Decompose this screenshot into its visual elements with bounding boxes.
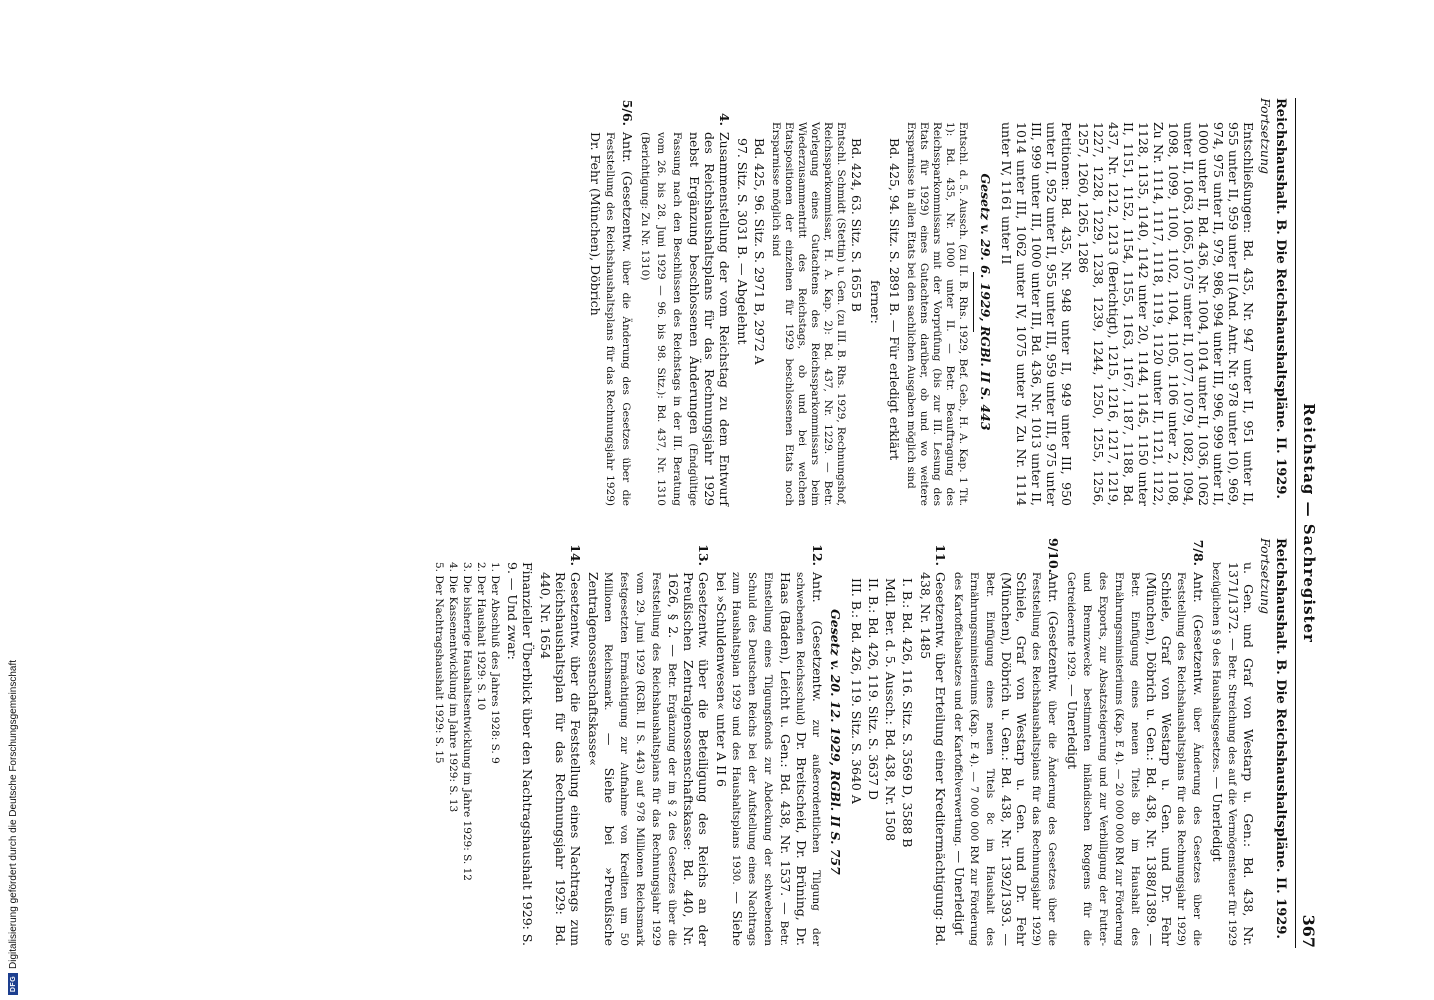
entry-number: 11. [933,544,948,566]
overview-list [432,538,501,946]
entry-main-text: Zusammenstellung der vom Reichstag zu dem Entwurf des Reichshaushaltsplans für das Rechnungsjahr 1929 nebst Ergänzung beschlossenen Änderungen [687,132,732,506]
entry-main-text: Gesetzentw. über Erteilung einer Kreditermächtigung: Bd. 438, Nr. 1485 [918,572,948,946]
entry-main-text: — Unerledigt [952,850,967,936]
left-column [585,98,1288,506]
entry-main-text: — Unerledigt [1065,684,1080,770]
entry-main-text: Schiele, Graf von Westarp u. Gen. und Dr. Fehr (München), Döbrich u. Gen.: Bd. 438, Nr. 1388/1389. — [1144,572,1174,946]
entry-main-text: Antr. (Gesetzentw. [810,572,825,702]
overview-list-item: 1. Der Abschluß des Jahres 1928: S. 9 [489,562,501,764]
entry-4 [638,98,732,506]
entry-small-text: über die Änderung des Gesetzes über die Feststellung des Reichshaushaltsplans für das Rechnungsjahr 1929) [604,132,632,506]
reference-line: 97. Sitz. S. 3031 B. — Abgelehnt [735,138,750,345]
entry-number: 7/8. [1191,539,1206,566]
entry-text [586,572,711,946]
entry-number: 14. [568,544,583,566]
continuation-text [1209,538,1256,946]
section-subheading: Fortsetzung [1258,98,1273,175]
entry-5-6 [588,98,635,506]
overview-list-item: 4. Die Kassenentwicklung im Jahre 1929: S. 13 [447,562,459,813]
running-head-title: Reichstag — Sachregister [1300,403,1318,643]
reference-line: Bd. 424, 63. Sitz. S. 1655 B [849,138,864,312]
entry-main-text: Dr. Fehr (München), Döbrich [588,132,603,316]
reference-line: Bd. 425, 94. Sitz. S. 2891 B. — Für erledigt erklärt [887,138,902,461]
entry-text [638,132,732,506]
law-reference: Gesetz v. 29. 6. 1929, RGBl. II S. 443 [978,173,993,431]
entry-small-text: über Änderung des Gesetzes über die Feststellung des Reichshaushaltsplans für das Rechnungsjahr 1929) [1175,572,1203,946]
entry-main-text: Antr. (Gesetzentw. [1191,572,1206,696]
entry-main-text: — Siehe bei »Schuldenwesen« unter A II 6 [714,572,745,946]
entry-main-text: Gesetzentw. über die Feststellung eines Nachtrags zum Reichshaushaltsplan für das Rechnungsjahr 1929: Bd. 440, Nr. 1654 [538,572,583,946]
overview-title: Finanzieller Überblick über den Nachtragshaushalt 1929: S. 9. — Und zwar: [505,562,535,946]
law-reference: Gesetz v. 20. 12. 1929, RGBl. II S. 757 [828,609,843,875]
entry-small-text: Betr. Einstellung eines Tilgungsfonds zur Abdeckung der schwebenden Schuld des Deutschen Reichs bei der Aufstellung eines Nachtrags zum Haushaltsplan 1929 und des Haushaltsplans 1930. [730,572,790,946]
section-heading: Reichshaushalt. B. Die Reichshaushaltspläne. II. 1929. [1273,538,1288,939]
dfg-logo: DFG [8,973,18,995]
entry-text [1064,572,1206,946]
overview-list-item: 2. Der Haushalt 1929: S. 10 [475,562,487,711]
entry-11 [918,538,948,946]
entry-text [588,132,635,506]
entry-number: 13. [696,544,711,566]
entry-main-text: Antr. (Gesetzentw. [620,132,635,253]
entry-text [714,572,825,946]
entry-7-8 [1064,538,1206,946]
entry-small-text: zur außerordentlichen Tilgung der schwebenden Reichsschuld) [794,572,822,946]
entry-main-text: — Siehe bei »Preußische Zentralgenossenschaftskasse« [586,572,617,946]
reference-line: I. B.: Bd. 426, 116. Sitz. S. 3569 D, 3588 B [900,578,915,848]
entry-main-text: Gesetzentw. über die Beteiligung des Reichs an der Preußischen Zentralgenossenschaftskasse: Bd. 440, Nr. 1626, § 2. — [666,572,711,946]
section-heading: Reichshaushalt. B. Die Reichshaushaltspläne. II. 1929. [1273,98,1288,499]
entry-number: 9/10. [1046,538,1061,574]
printed-page [96,78,1318,968]
entry-main-text: Schiele, Graf von Westarp u. Gen. und Dr. Fehr (München), Döbrich u. Gen.: Bd. 438, Nr. 1392/1393. — [999,572,1029,946]
entry-14 [538,538,583,946]
petitionen-text: Petitionen: Bd. 435, Nr. 948 unter II, 949 unter III, 950 unter II, 952 unter II, 955 unter III, 959 unter III, 975 unter III, 999 unter III, 1000 unter III, Bd. 436, Nr. 1013 unter II, 1014 unter III, 1062 unter IV, 1075 unter IV, Zu Nr. 1114 unter IV, 1161 unter II [999,122,1074,506]
entry-small-text: Betr. Ergänzung der im § 2 des Gesetzes über die Feststellung des Reichshaushaltsplans für das Rechnungsjahr 1929 vom 29. Juni 1929 (RGBl. II S. 443) auf 978 Millionen Reichsmark festgesetzten Ermächtigung zur Aufnahme von Krediten um 50 Millionen Reichsmark. [602,572,678,946]
entry-main-text: Antr. (Gesetzentw. [1046,572,1061,693]
entschliessung-schmidt-text: Entschl. Schmidt (Stettin) u. Gen. (zu III. B. Rhs. 1929, Rechnungshof, Reichssparkommissar, H. A. Kap. 2): Bd. 437, Nr. 1229. — Betr. Vorlegung eines Gutachtens des Reichssparkommissars beim Wiederzusammentritt des Reichstags, ob und bei welchen Etatspositionen der einzelnen für 1929 beschlossenen Etats noch Ersparnisse möglich sind [770,122,847,506]
section-subheading: Fortsetzung [1258,538,1273,615]
entry-main-text: u. Gen. und Graf von Westarp u. Gen.: Bd. 438, Nr. 1371/1372. — [1226,562,1256,946]
credit-text: Digitalisierung gefördert durch die Deutsche Forschungsgemeinschaft [7,659,19,969]
page-number: 367 [1299,914,1318,948]
running-head [1295,98,1318,948]
entry-9-10 [951,538,1061,946]
digitization-credit [6,5,20,995]
divider [973,272,974,332]
ferner-label: ferner: [868,280,883,324]
entry-12 [714,538,825,946]
entry-number: 4. [717,112,732,126]
entry-small-text: (Endgültige Fassung nach den Beschlüssen des Reichstags in der III. Beratung vom 26. bis 28. Juni 1929 — 96. bis 98. Sitz.): Bd. 437, Nr. 1310 (Berichtigung: Zu Nr. 1310) [639,132,699,506]
reference-line: II. B.: Bd. 426, 119. Sitz. S. 3637 D [866,578,881,800]
entry-small-text: Betr. Streichung des auf die Vermögensteuer für 1929 bezüglichen § 9 des Haushaltsgesetzes. [1210,562,1238,947]
reference-line: Bd. 425, 96. Sitz. S. 2971 B, 2972 A [752,138,767,365]
entschliessungen-text: Entschließungen: Bd. 435, Nr. 947 unter II, 951 unter II, 955 unter II, 959 unter II (And. Antr. Nr. 978 unter 10), 969, 974, 975 unter II, 979, 986, 994 unter III, 996, 999 unter II, 1000 unter II, Bd. 436, Nr. 1004, 1014 unter II, 1036, 1062 unter II, 1063, 1065, 1075 unter II, 1077, 1079, 1082, 1094, 1098, 1099, 1100, 1102, 1104, 1105, 1106 unter 2, 1108, Zu Nr. 1114, 1117, 1118, 1119, 1120 unter II, 1121, 1122, 1128, 1135, 1140, 1142 unter 20, 1144, 1145, 1150 unter II, 1151, 1152, 1154, 1155, 1163, 1167, 1187, 1188, Bd. 437, Nr. 1212, 1213 (Berichtigt), 1215, 1216, 1217, 1219, 1227, 1228, 1229, 1238, 1239, 1244, 1250, 1255, 1256, 1257, 1260, 1265, 1286 [1076,122,1256,506]
entry-main-text: Dr. Breitscheid, Dr. Brüning, Dr. Haas (Baden), Leicht u. Gen.: Bd. 438, Nr. 1537. — [778,572,809,946]
reference-line: III. B.: Bd. 426, 119. Sitz. S. 3640 A [849,578,864,804]
right-column [428,538,1288,946]
entschliessung-aussch-text: Entschl. d. 5. Aussch. (zu II. B. Rhs. 1929, Bef. Geb., H. A. Kap. 1 Tit. 1): Bd. 435, Nr. 1000 unter II. — Betr. Beauftragung des Reichssparkommissars mit der Vorprüfung (bis zur III. Lesung des Etats für 1929) eines Gutachtens darüber, ob und wo weitere Ersparnisse in allen Etats bei den sachlichen Ausgaben möglich sind [905,122,969,506]
reference-line: Mdl. Ber. d. 5. Aussch.: Bd. 438, Nr. 1508 [883,578,898,842]
entry-small-text: Betr. Einfügung eines neuen Titels 8b im Haushalt des Ernährungsministeriums (Kap. E 4). — 20 000 000 RM zur Förderung des Exports, zur Absatzsteigerung und zur Verbilligung der Futter- und Brennzwecke bestimmten inländischen Roggens für die Getreideernte 1929. [1065,572,1141,946]
entry-text [951,572,1061,946]
entry-main-text: — Unerledigt [1210,776,1225,862]
overview-list-item: 5. Der Nachtragshaushalt 1929: S. 15 [433,562,445,764]
entry-small-text: Betr. Einfügung eines neuen Titels 8c im Haushalt des Ernährungsministeriums (Kap. E 4). — 7 000 000 RM zur Förderung des Kartoffelabsatzes und der Kartoffelverwertung. [952,572,996,946]
overview-list-item: 3. Die bisherige Haushaltsentwicklung im Jahre 1929: S. 12 [461,562,473,881]
entry-number: 12. [810,544,825,566]
entry-13 [586,538,711,946]
entry-number: 5/6. [620,99,635,126]
entry-small-text: über die Änderung des Gesetzes über die Feststellung des Reichshaushaltsplans für das Rechnungsjahr 1929) [1030,572,1058,946]
